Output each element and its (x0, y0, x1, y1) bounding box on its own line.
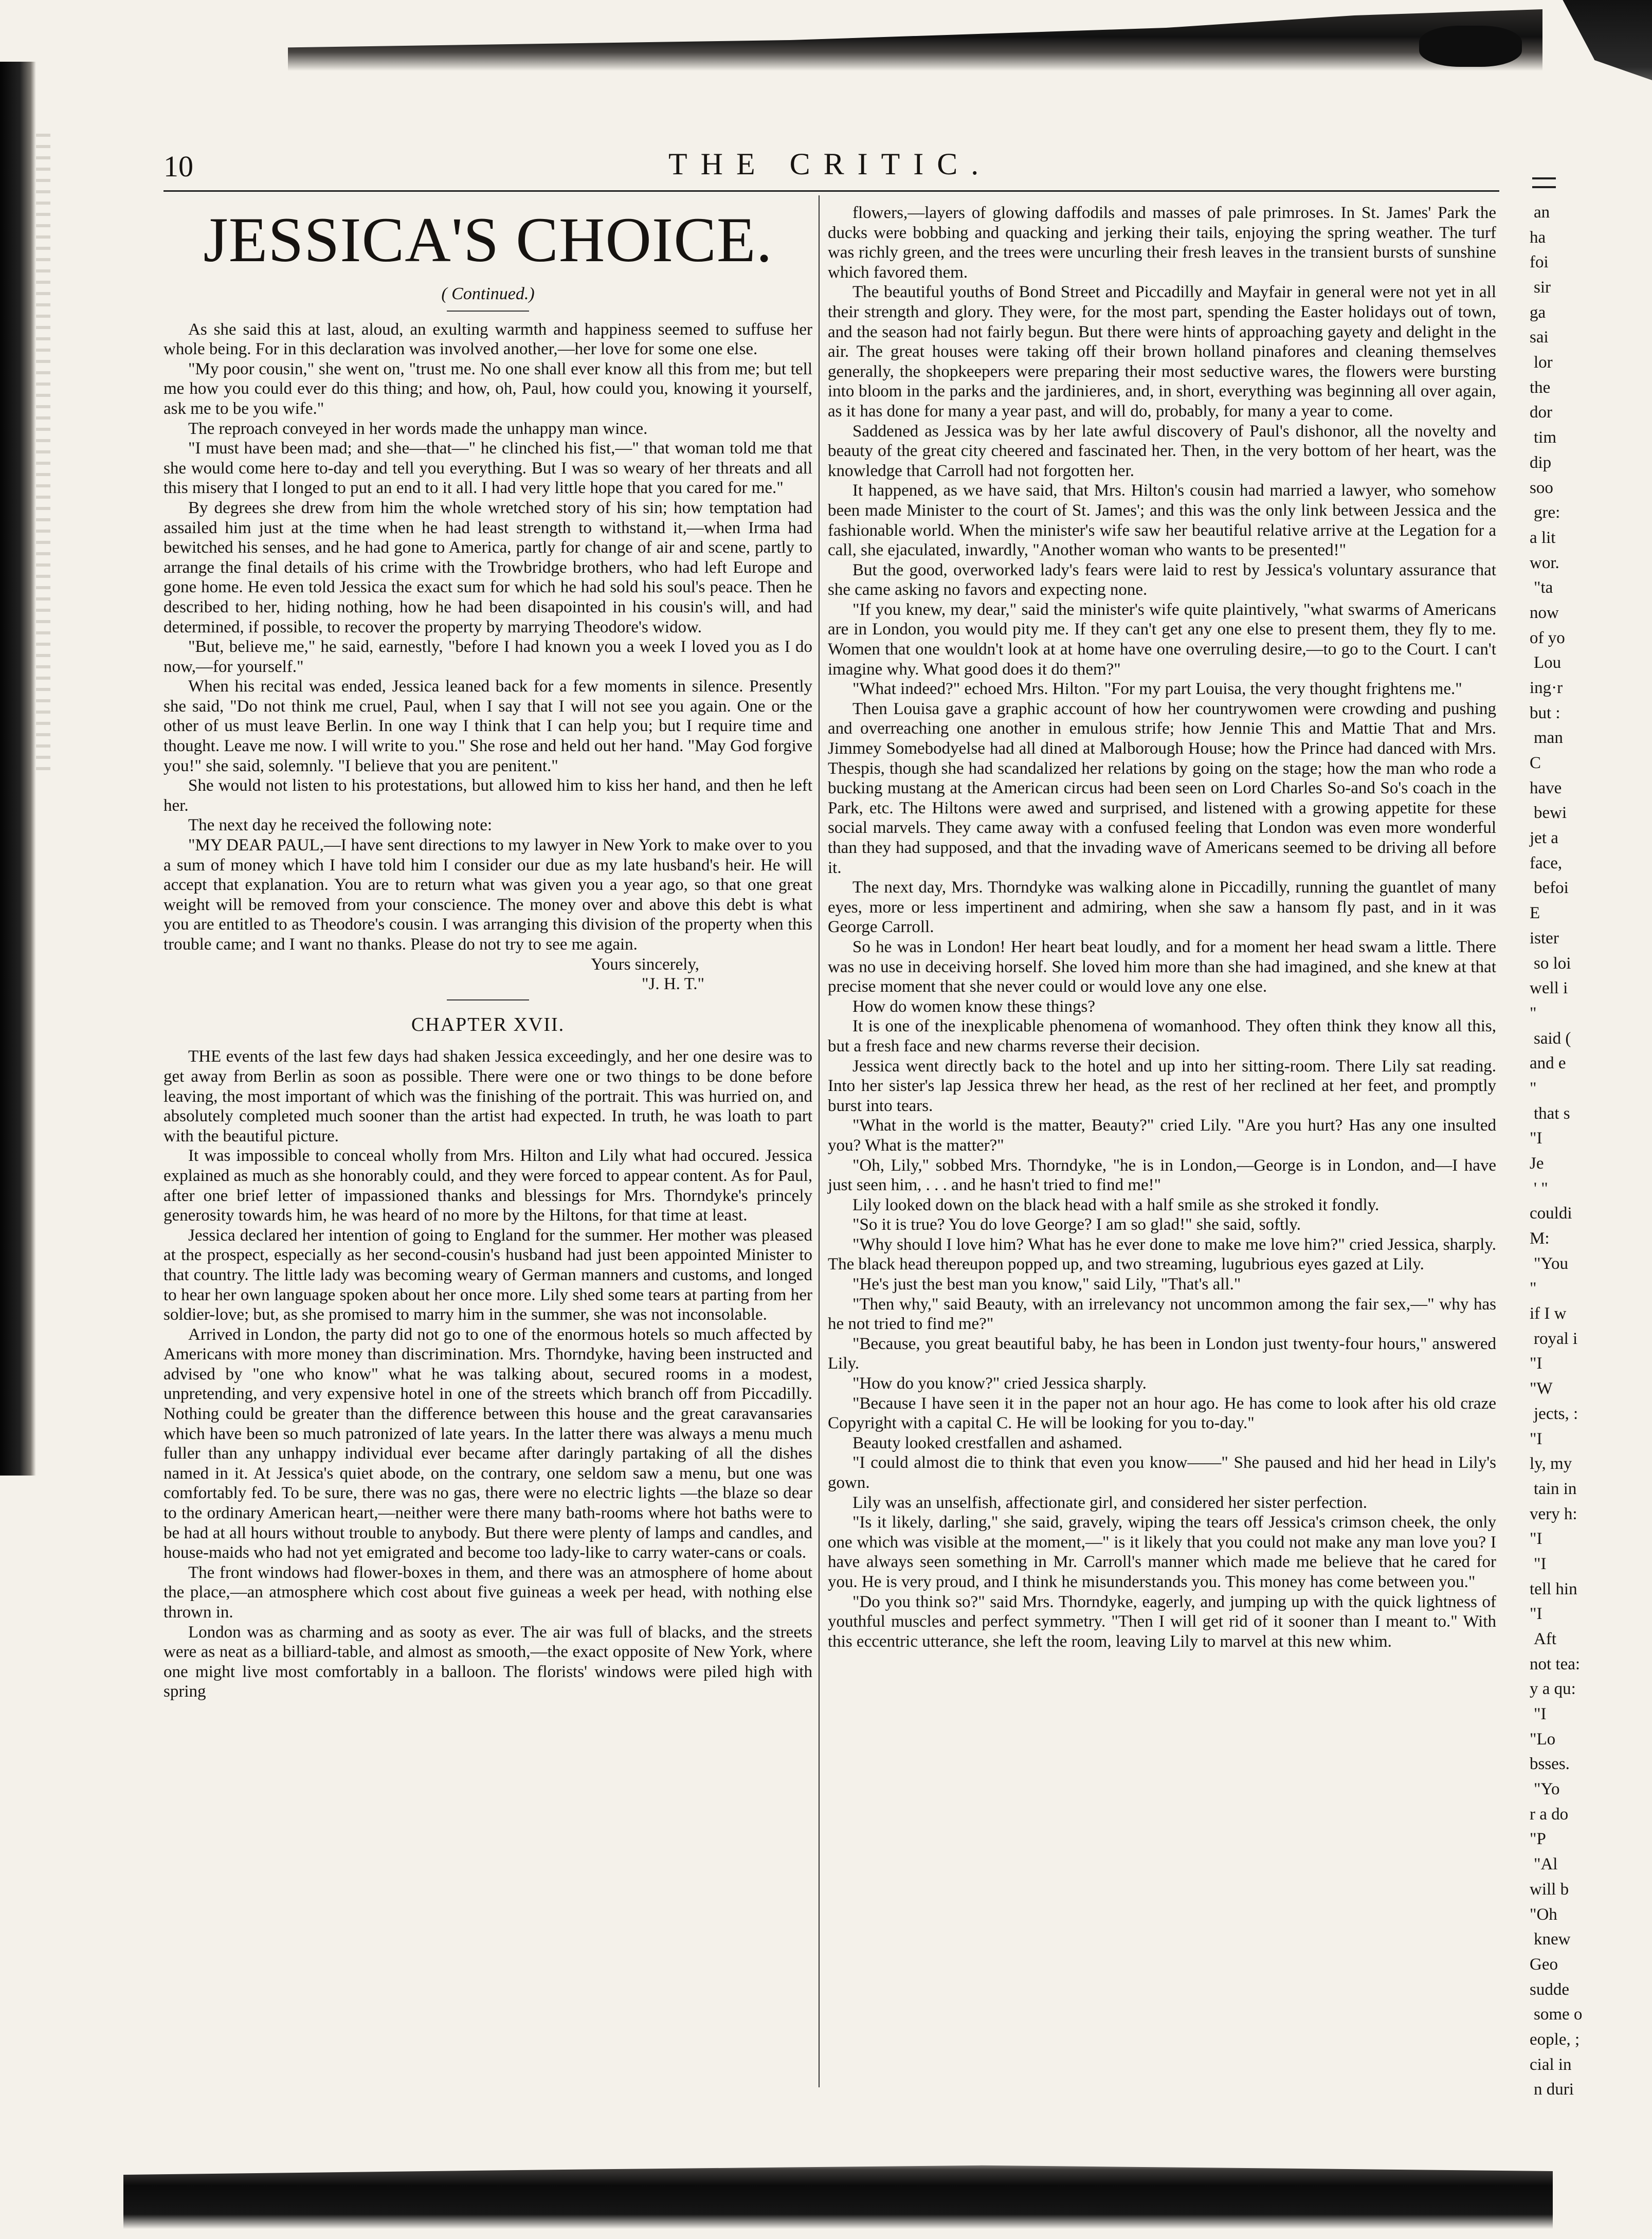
story-paragraph: "MY DEAR PAUL,—I have sent directions to my lawyer in New York to make over to you a sum of money which I have told him I consider our due as my late husband's heir. He will accept that explanation. You are to return what was given you a year ago, so that one great weight will be removed from your conscience. The money over and above this debt is what you are entitled to as Theodore's cousin. I was arranging this division of the property when this trouble came; and I want no thanks. Please do not try to see me again. (164, 836, 812, 954)
story-paragraph: "Do you think so?" said Mrs. Thorndyke, eagerly, and jumping up with the quick lightness of youthful muscles and perfect symmetry. "Then I will get rid of it sooner than I meant to." With this eccentric utterance, she left the room, leaving Lily to marvel at this new whim. (828, 1592, 1496, 1651)
fragment-line: soo (1530, 479, 1553, 497)
story-paragraph: So he was in London! Her heart beat loudly, and for a moment her head swam a little. There was no use in deceiving horself. She loved him more than she had imagined, and she knew at that precise moment that she never could or would love any one else. (828, 937, 1496, 996)
story-paragraph: "What indeed?" echoed Mrs. Hilton. "For my part Louisa, the very thought frightens me." (852, 680, 1462, 699)
story-paragraph: The next day he received the following note: (188, 816, 493, 835)
fragment-line: knew (1534, 1930, 1571, 1949)
fragment-line: now (1530, 604, 1559, 622)
fragment-line: "I (1534, 1555, 1547, 1573)
chapter-paragraphs (164, 1047, 812, 1702)
story-paragraph: It is one of the inexplicable phenomena of womanhood. They often think they know all this, but a fresh face and new charms reverse their decision. (828, 1017, 1496, 1055)
chapter-heading: CHAPTER XVII. (411, 1013, 565, 1035)
story-paragraph: Then Louisa gave a graphic account of how her countrywomen were crowding and pushing and overreaching one another in emulous strife; how Jennie This and Mattie That and Mrs. Jimmey Somebodyelse had all dined at Malborough House; how the Prince had danced with Mrs. Thespis, though she had scandalized her relations by going on the stage; how the man who rode a bucking mustang at the American circus had been seen on Lord Charles So-and So's coach in the Park, etc. The Hiltons were awed and surprised, and listened with a growing appetite for these social marvels. They came away with a confused feeling that London was even more wonderful than they had supposed, and that the invading wave of Americans seemed to be driving all before it. (828, 699, 1496, 877)
fragment-line: "I (1530, 1530, 1542, 1548)
page-number: 10 (164, 150, 193, 183)
fragment-line: " (1530, 1279, 1537, 1298)
fragment-line: royal i (1534, 1330, 1578, 1348)
story-paragraph: flowers,—layers of glowing daffodils and masses of pale primroses. In St. James' Park the ducks were bobbing and quacking and jerking their tails, enjoying the spring weather. The turf was richly green, and the trees were uncurling their fresh leaves in the transient bursts of sunshine which favored them. (828, 204, 1496, 282)
fragment-line: dip (1530, 453, 1552, 472)
chapter-paragraph: THE events of the last few days had shaken Jessica exceedingly, and her one desire was to get away from Berlin as soon as possible. There were one or two things to be done before leaving, the most important of which was the finishing of the portrait. This was hurried on, and absolutely completed much sooner than the artist had expected. In truth, he was loath to part with the beautiful picture. (164, 1047, 812, 1145)
fragment-line: ha (1530, 228, 1546, 247)
fragment-line: sai (1530, 328, 1549, 347)
header-rule (164, 190, 1499, 192)
fragment-line: "ta (1534, 578, 1553, 597)
fragment-line: ga (1530, 303, 1546, 322)
fragment-line: " (1530, 1079, 1537, 1098)
story-paragraph: "Is it likely, darling," she said, gravely, wiping the tears off Jessica's crimson cheek, the only one which was visible at the moment,—" is it likely that you could not make any man love you? I have always seen something in Mr. Carroll's manner which made me believe that he cared for you. He is very proud, and I think he misunderstands you. This money has come between you." (828, 1513, 1496, 1591)
middle-paragraphs (828, 203, 1496, 1651)
scan-shadow-bottom (123, 2157, 1553, 2229)
story-paragraph: By degrees she drew from him the whole wretched story of his sin; how temptation had assailed him just at the time when he had least strength to withstand it,—when Irma had bewitched his senses, and he had gone to America, partly for change of air and scene, partly to arrange the final details of his crime with the Trowbridge brothers, who had left Europe and gone home. He even told Jessica the exact sum for which he had sold his soul's peace. Then he described to her, hiding nothing, how he had been disapointed in his cousin's will, and had determined, if possible, to recover the property by marrying Theodore's widow. (164, 498, 812, 636)
story-paragraph: "Then why," said Beauty, with an irrelevancy not uncommon among the fair sex,—" why has he not tried to find me?" (828, 1295, 1496, 1334)
scan-shadow-corner (1524, 0, 1652, 134)
story-paragraph: It happened, as we have said, that Mrs. Hilton's cousin had married a lawyer, who somehow been made Minister to the court of St. James'; and this was the only link between Jessica and the fashionable world. When the minister's wife saw her beautiful relative arrive at the Legation for a call, she ejaculated, inwardly, "Another woman who wants to be presented!" (828, 481, 1496, 560)
running-head-title: THE CRITIC. (668, 147, 992, 181)
story-paragraph: "He's just the best man you know," said Lily, "That's all." (852, 1275, 1241, 1294)
story-headline: JESSICA'S CHOICE. (203, 205, 773, 275)
fragment-line: "I (1530, 1605, 1542, 1623)
story-paragraph: When his recital was ended, Jessica leaned back for a few moments in silence. Presently she said, "Do not think me cruel, Paul, when I say that I will not see you again. One or the other of us must leave Berlin. In one way I think that I can help you; but I require time and thought. Leave me now. I will write to you." She rose and held out her hand. "May God forgive you!" she said, solemnly. "I believe that you are penitent." (164, 677, 812, 775)
fragment-line: bsses. (1530, 1755, 1570, 1773)
story-paragraph: The next day, Mrs. Thorndyke was walking alone in Piccadilly, running the guantlet of many eyes, more or less impertinent and admiring, when she saw a hansom fly past, and in it was George Carroll. (828, 878, 1496, 937)
fragment-line: cial in (1530, 2055, 1572, 2074)
story-paragraph: Lily looked down on the black head with a half smile as she stroked it fondly. (852, 1195, 1379, 1214)
fragment-line: " (1530, 1004, 1537, 1023)
fragment-line: C (1530, 754, 1541, 772)
continued-note: ( Continued.) (441, 284, 535, 303)
story-paragraph: The reproach conveyed in her words made the unhappy man wince. (188, 419, 648, 438)
story-paragraph: "But, believe me," he said, earnestly, "before I had known you a week I loved you as I do now,—for yourself." (164, 638, 812, 676)
fragment-line: a lit (1530, 529, 1556, 547)
chapter-paragraph: The front windows had flower-boxes in them, and there was an atmosphere of home about the place,—an atmosphere which cost about five guineas a week per head, with nothing else thrown in. (164, 1563, 812, 1622)
story-paragraph: "If you knew, my dear," said the minister's wife quite plaintively, "what swarms of Americans are in London, you would pity me. If they can't get any one else to present them, they fly to me. Women that one wouldn't look at at home have one overruling desire,—to go to the Court. I can't imagine why. What good does it do them?" (828, 600, 1496, 679)
fragment-line: "I (1530, 1430, 1542, 1448)
scan-smudge (1419, 26, 1522, 67)
fragment-line: well i (1530, 979, 1568, 997)
fragment-line: M: (1530, 1229, 1550, 1248)
fragment-line: n duri (1534, 2080, 1574, 2099)
fragment-line: E (1530, 904, 1540, 922)
fragment-line: "I (1530, 1354, 1542, 1373)
chapter-paragraph: London was as charming and as sooty as ever. The air was full of blacks, and the streets were as neat as a billiard-table, and almost as smooth,—the exact opposite of New York, where one might live most comfortably in a balloon. The florists' windows were piled high with spring (164, 1623, 812, 1701)
fragment-line: will b (1530, 1880, 1569, 1899)
fragment-line: gre: (1534, 503, 1560, 522)
fragment-line: r a do (1530, 1805, 1569, 1824)
scan-shadow-left (0, 62, 36, 1476)
fragment-line: but : (1530, 704, 1560, 722)
story-paragraph: How do women know these things? (852, 997, 1096, 1016)
story-paragraph: "I could almost die to think that even you know——" She paused and hid her head in Lily's gown. (828, 1453, 1496, 1492)
fragment-line: befoi (1534, 879, 1569, 897)
story-paragraph: "Oh, Lily," sobbed Mrs. Thorndyke, "he is in London,—George is in London, and—I have just seen him, . . . and he hasn't tried to find me!" (828, 1156, 1496, 1195)
fragment-line: dor (1530, 403, 1552, 422)
fragment-line: jects, : (1534, 1405, 1578, 1423)
scan-binding-marks (36, 134, 50, 771)
story-paragraph: Lily was an unselfish, affectionate girl, and considered her sister perfection. (852, 1493, 1367, 1512)
left-column (164, 203, 812, 1702)
fragment-line: an (1534, 203, 1550, 222)
fragment-line: "I (1530, 1129, 1542, 1148)
story-paragraph: Jessica went directly back to the hotel and up into her sitting-room. There Lily sat reading. Into her sister's lap Jessica threw her head, as the rest of her reclined at her feet, and promptly burst into tears. (828, 1057, 1496, 1115)
fragment-line: Geo (1530, 1955, 1558, 1974)
story-paragraph: "Because, you great beautiful baby, he has been in London just twenty-four hours," answered Lily. (828, 1334, 1496, 1373)
chapter-paragraph: Arrived in London, the party did not go to one of the enormous hotels so much affected by Americans with more money than discrimination. Mrs. Thorndyke, having been instructed and advised by "one who know" what he was talking about, secured rooms in a modest, unpretending, and very expensive hotel in one of the streets which branch off from Piccadilly. Nothing could be greater than the difference between this house and the great caravansaries which have been so much patronized of late years. In the latter there was always a menu much fuller than any unhappy individual ever became after daringly partaking of all the dishes named in it. At Jessica's quiet abode, on the contrary, one seldom saw a menu, but one was comfortably fed. To be sure, there was no gas, there were no electric lights —the blaze so dear to the ordinary American heart,—neither were there many bath-rooms where hot baths were to be had at all hours without trouble to anybody. But there were plenty of lamps and candles, and house-maids who had not yet emigrated and become too lady-like to carry water-cans or coals. (164, 1325, 812, 1562)
story-paragraph: The beautiful youths of Bond Street and Piccadilly and Mayfair in general were not yet in all their strength and glory. They were, for the most part, spending the Easter holidays out of town, and the season had not fairly begun. But there were hints of approaching gayety and delight in the air. The great houses were taking off their brown holland pinafores and cleaning themselves generally, the shopkeepers were preparing their most seductive wares, the flowers were bursting into bloom in the parks and the jardinieres, and, in short, everything was beginning all over again, as it has done for many a year past, and will do, probably, for many a year to come. (828, 283, 1496, 421)
fragment-line: tim (1534, 428, 1557, 447)
fragment-line: so loi (1534, 954, 1571, 973)
fragment-line: that s (1534, 1104, 1570, 1123)
adjacent-page-fragment (1519, 203, 1652, 2131)
story-paragraph: "Why should I love him? What has he ever done to make me love him?" cried Jessica, sharply. The black head thereupon popped up, and two streaming, lugubrious eyes gazed at Lily. (828, 1235, 1496, 1274)
fragment-line: and e (1530, 1054, 1566, 1072)
fragment-line: "You (1534, 1254, 1568, 1273)
fragment-line: "I (1534, 1705, 1547, 1723)
fragment-line: Lou (1534, 653, 1562, 672)
fragment-line: Aft (1534, 1630, 1556, 1648)
fragment-line: very h: (1530, 1505, 1577, 1523)
fragment-line: ' " (1534, 1179, 1548, 1198)
fragment-line: couldi (1530, 1204, 1572, 1223)
fragment-line: said ( (1534, 1029, 1571, 1048)
fragment-line: ister (1530, 929, 1559, 948)
signature: "J. H. T." (642, 975, 704, 994)
column-divider (819, 195, 820, 2087)
fragment-line: tell hin (1530, 1580, 1577, 1598)
fragment-line: ing·r (1530, 679, 1563, 697)
fragment-line: "W (1530, 1379, 1553, 1398)
story-paragraph: But the good, overworked lady's fears were laid to rest by Jessica's voluntary assurance that she came asking no favors and expecting none. (828, 560, 1496, 599)
fragment-line: of yo (1530, 629, 1565, 647)
fragment-line: have (1530, 779, 1562, 797)
story-paragraph: Beauty looked crestfallen and ashamed. (852, 1433, 1123, 1452)
fragment-line: if I w (1530, 1304, 1567, 1323)
section-rule (447, 311, 529, 312)
fragment-line: jet a (1530, 829, 1558, 847)
fragment-line: y a qu: (1530, 1680, 1576, 1698)
fragment-line: the (1530, 378, 1551, 397)
closing: Yours sincerely, (591, 955, 699, 974)
adjacent-page-rule-2 (1532, 186, 1556, 188)
chapter-rule (447, 999, 529, 1000)
fragment-line: lor (1534, 353, 1553, 372)
chapter-paragraph: Jessica declared her intention of going to England for the summer. Her mother was pleased at the prospect, especially as her second-cousin's husband had just been appointed Minister to that country. The little lady was becoming weary of German manners and customs, and longed to hear her own language spoken about her once more. Lily shed some tears at parting from her soldier-love; but, as she promised to marry him in the summer, she was not inconsolable. (164, 1226, 812, 1324)
fragment-line: "Yo (1534, 1780, 1560, 1798)
fragment-line: eople, ; (1530, 2030, 1580, 2049)
fragment-line: "Al (1534, 1855, 1558, 1873)
middle-column (828, 203, 1496, 1651)
fragment-line: bewi (1534, 804, 1567, 822)
story-paragraph: "I must have been mad; and she—that—" he clinched his fist,—" that woman told me that she would come here to-day and tell you everything. But I was so weary of her threats and all this misery that I longed to put an end to it all. I had very little hope that you cared for me." (164, 439, 812, 498)
story-paragraph: Saddened as Jessica was by her late awful discovery of Paul's dishonor, all the novelty and beauty of the great city cheered and fascinated her. Then, in the very bottom of her heart, was the knowledge that Carroll had not forgotten her. (828, 422, 1496, 480)
story-paragraph: "Because I have seen it in the paper not an hour ago. He has come to look after his old craze Copyright with a capital C. He will be looking for you to-day." (828, 1394, 1496, 1433)
fragment-line: sudde (1530, 1980, 1569, 1999)
story-paragraph: "My poor cousin," she went on, "trust me. No one shall ever know all this from me; but tell me how you could ever do this thing; and how, oh, Paul, how could you, knowing it yourself, ask me to be you wife." (164, 359, 812, 418)
fragment-line: "P (1530, 1830, 1546, 1848)
story-paragraph: "What in the world is the matter, Beauty?" cried Lily. "Are you hurt? Has any one insulted you? What is the matter?" (828, 1116, 1496, 1155)
fragment-line: "Oh (1530, 1905, 1557, 1924)
adjacent-page-rule (1532, 177, 1556, 179)
fragment-line: some o (1534, 2005, 1583, 2024)
fragment-line: ly, my (1530, 1454, 1572, 1473)
fragment-line: foi (1530, 253, 1549, 271)
fragment-line: man (1534, 729, 1563, 747)
story-paragraph: "How do you know?" cried Jessica sharply. (852, 1374, 1147, 1393)
fragment-line: "Lo (1530, 1730, 1556, 1749)
fragment-line: sir (1534, 278, 1551, 297)
fragment-line: tain in (1534, 1480, 1577, 1498)
fragment-line: wor. (1530, 554, 1559, 572)
chapter-paragraph: It was impossible to conceal wholly from Mrs. Hilton and Lily what had occured. Jessica explained as much as she honorably could, and they were forced to appear content. As for Paul, after one brief letter of impassioned thanks and blessings for Mrs. Thorndyke's princely generosity towards him, he was heard of no more by the Hiltons, for that time at least. (164, 1146, 812, 1225)
left-paragraphs (164, 320, 812, 955)
fragment-line: face, (1530, 854, 1563, 872)
fragment-line: Je (1530, 1154, 1544, 1173)
story-paragraph: "So it is true? You do love George? I am so glad!" she said, softly. (852, 1215, 1301, 1234)
fragment-line: not tea: (1530, 1655, 1581, 1673)
closing-line (164, 955, 812, 975)
scan-shadow-top (288, 9, 1542, 71)
story-paragraph: She would not listen to his protestations, but allowed him to kiss her hand, and then he left her. (164, 776, 812, 815)
story-paragraph: As she said this at last, aloud, an exulting warmth and happiness seemed to suffuse her whole being. For in this declaration was involved another,—her love for some one else. (164, 320, 812, 359)
